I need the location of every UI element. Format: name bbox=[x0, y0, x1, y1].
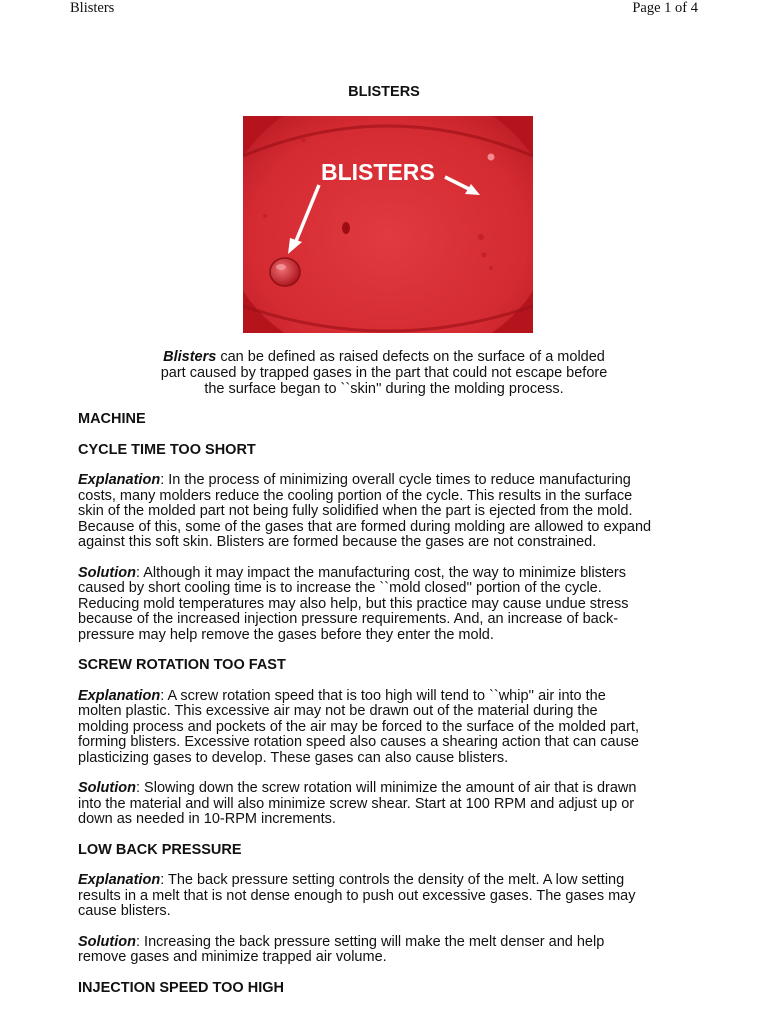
paragraph-line: molten plastic. This excessive air may not be drawn out of the material during the bbox=[78, 703, 598, 719]
paragraph-line: skin of the molded part not being fully solidified when the part is ejected from the mold. bbox=[78, 503, 633, 519]
paragraph-line: : The back pressure setting controls the density of the melt. A low setting bbox=[160, 872, 625, 888]
screw-rotation-solution bbox=[78, 781, 698, 828]
paragraph-line: plasticizing gases to develop. These gases can also cause blisters. bbox=[78, 749, 509, 766]
paragraph-line: results in a melt that is not dense enough to push out excessive gases. The gases may bbox=[78, 887, 636, 904]
blisters-photo-label: BLISTERS bbox=[321, 159, 435, 185]
paragraph-line: caused by short cooling time is to increase the ``mold closed'' portion of the cycle. bbox=[78, 580, 602, 596]
heading-injection-speed: INJECTION SPEED TOO HIGH bbox=[78, 979, 284, 996]
paragraph-line: forming blisters. Excessive rotation speed also causes a shearing action that can cause bbox=[78, 734, 639, 750]
paragraph-line: Because of this, some of the gases that are formed during molding are allowed to expand bbox=[78, 518, 652, 535]
paragraph-line: : Increasing the back pressure setting will make the melt denser and help bbox=[136, 933, 605, 950]
paragraph-line: into the material and will also minimize screw shear. Start at 100 RPM and adjust up or bbox=[78, 795, 635, 812]
document-body bbox=[78, 412, 698, 996]
back-pressure-solution bbox=[78, 935, 698, 966]
blisters-photo-graphic bbox=[243, 116, 533, 333]
cycle-time-solution bbox=[78, 566, 698, 644]
caption-line-2: part caused by trapped gases in the part that could not escape before bbox=[160, 364, 608, 381]
paragraph-line: : A screw rotation speed that is too high will tend to ``whip'' air into the bbox=[160, 687, 606, 704]
screw-rotation-explanation bbox=[78, 689, 698, 767]
running-header-left: Blisters bbox=[70, 0, 115, 16]
back-pressure-explanation bbox=[78, 873, 698, 920]
paragraph-line: Reducing mold temperatures may also help, but this practice may cause undue stress bbox=[78, 595, 629, 612]
cycle-time-explanation bbox=[78, 473, 698, 551]
explanation-label: Explanation bbox=[78, 872, 161, 888]
paragraph-line: : In the process of minimizing overall cycle times to reduce manufacturing bbox=[160, 472, 631, 488]
solution-label: Solution bbox=[78, 564, 136, 581]
explanation-label: Explanation bbox=[78, 472, 161, 488]
paragraph-line: costs, many molders reduce the cooling portion of the cycle. This results in the surface bbox=[78, 487, 633, 504]
paragraph-line: : Although it may impact the manufacturing cost, the way to minimize blisters bbox=[136, 564, 626, 581]
paragraph-line: remove gases and minimize trapped air volume. bbox=[78, 949, 387, 965]
paragraph-line: molding process and pockets of the air may be forced to the surface of the molded part, bbox=[78, 718, 639, 735]
paragraph-line: pressure may help remove the gases before they enter the mold. bbox=[78, 626, 494, 643]
caption-term: Blisters bbox=[163, 349, 217, 365]
blisters-photo bbox=[243, 116, 533, 333]
heading-screw-rotation: SCREW ROTATION TOO FAST bbox=[78, 657, 286, 673]
heading-back-pressure: LOW BACK PRESSURE bbox=[78, 841, 242, 858]
paragraph-line: : Slowing down the screw rotation will minimize the amount of air that is drawn bbox=[136, 780, 637, 796]
solution-label: Solution bbox=[78, 933, 136, 950]
figure-caption bbox=[120, 350, 648, 397]
paragraph-line: against this soft skin. Blisters are formed because the gases are not constrained. bbox=[78, 534, 597, 550]
heading-cycle-time: CYCLE TIME TOO SHORT bbox=[78, 441, 256, 458]
explanation-label: Explanation bbox=[78, 687, 161, 704]
running-header-right: Page 1 of 4 bbox=[632, 0, 698, 16]
section-heading-machine: MACHINE bbox=[78, 411, 146, 427]
paragraph-line: down as needed in 10-RPM increments. bbox=[78, 811, 336, 827]
page-title: BLISTERS bbox=[348, 84, 420, 100]
caption-line-1: can be defined as raised defects on the surface of a molded bbox=[216, 349, 605, 365]
caption-line-3: the surface began to ``skin'' during the molding process. bbox=[204, 380, 564, 397]
solution-label: Solution bbox=[78, 780, 136, 796]
paragraph-line: cause blisters. bbox=[78, 903, 171, 919]
paragraph-line: because of the increased injection pressure requirements. And, an increase of back- bbox=[78, 611, 619, 627]
